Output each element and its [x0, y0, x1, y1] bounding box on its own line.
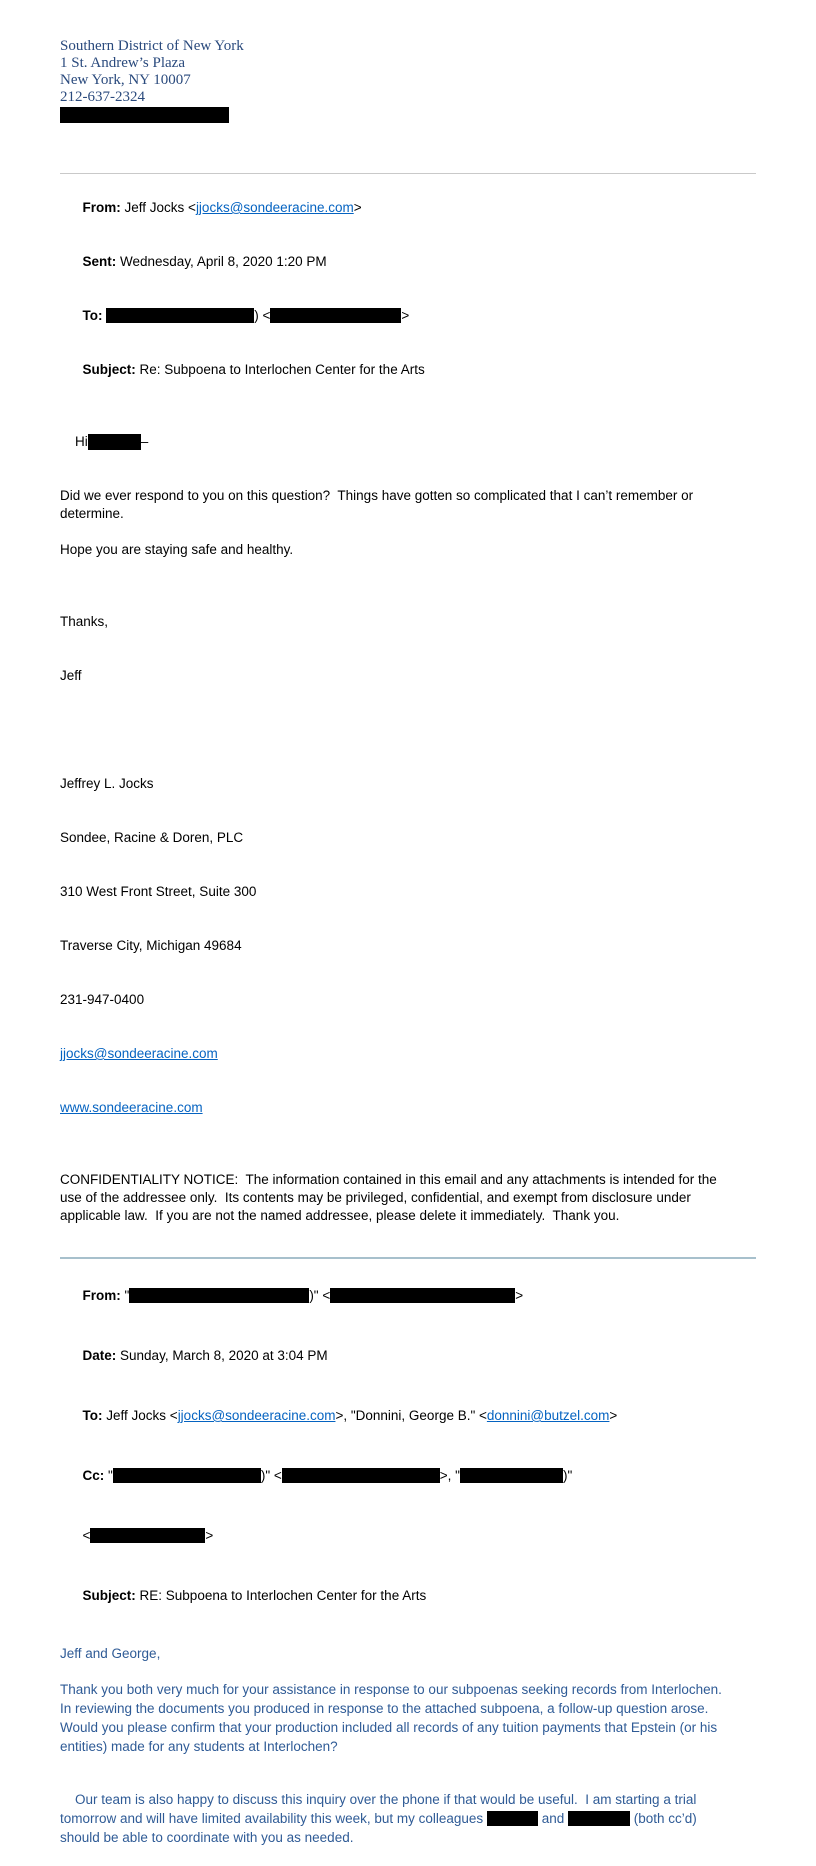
email1-sent-line [60, 235, 756, 289]
cc-mid1: )" < [260, 1468, 282, 1483]
from-quote: " [120, 1288, 130, 1303]
signature-email-link[interactable]: jjocks@sondeeracine.com [60, 1046, 218, 1061]
email2-cc-line-2 [60, 1506, 756, 1566]
cc-mid2: >, " [439, 1468, 460, 1483]
to-name1: Jeff Jocks < [102, 1408, 178, 1423]
email2-greeting: Jeff and George, [60, 1646, 161, 1661]
greeting-pre: Hi [75, 434, 88, 449]
signature-phone: 231-947-0400 [60, 992, 145, 1007]
subject-label: Subject: [82, 362, 136, 377]
divider [60, 173, 756, 174]
email1-paragraph-1: Did we ever respond to you on this question? Things have gotten so complicated that I can’t remember or determine. [60, 488, 697, 521]
email1-to-line [60, 289, 756, 343]
email2-date-line [60, 1326, 756, 1386]
redaction-bar [106, 308, 254, 323]
email2-paragraph-1: Thank you both very much for your assistance in response to our subpoenas seeking records from Interlochen. In reviewing the documents you produced in response to the attached subpoena, a follow-up question arose. Would you please confirm that your production included all records of any tuition payments that Epstein (or his entities) made for any students at Interlochen? [60, 1682, 730, 1754]
email1-paragraph-2: Hope you are staying safe and healthy. [60, 542, 294, 557]
closing-name: Jeff [60, 668, 82, 683]
redaction-bar [568, 1811, 630, 1826]
email2-paragraph-2 [60, 1771, 740, 1866]
from-email-link[interactable]: jjocks@sondeeracine.com [195, 200, 354, 215]
to-email-link-1[interactable]: jjocks@sondeeracine.com [177, 1408, 336, 1423]
email2-to-line [60, 1386, 756, 1446]
to-mid: >, "Donnini, George B." < [335, 1408, 487, 1423]
subject-value: Re: Subpoena to Interlochen Center for the Arts [135, 362, 425, 377]
signature-city: Traverse City, Michigan 49684 [60, 938, 242, 953]
subject-label: Subject: [82, 1588, 136, 1603]
from-close: > [515, 1288, 524, 1303]
confidentiality-notice: CONFIDENTIALITY NOTICE: The information contained in this email and any attachments is intended for the use of the addressee only. Its contents may be privileged, confidential, and exempt from disclosure under applicable law. If you are not the named addressee, please delete it immediately. Thank you. [60, 1172, 721, 1223]
to-email-link-2[interactable]: donnini@butzel.com [486, 1408, 610, 1423]
letterhead-line-org: Southern District of New York [60, 38, 244, 54]
sent-value: Wednesday, April 8, 2020 1:20 PM [116, 254, 327, 269]
para2-part1: Our team is also happy to discuss this inquiry over the phone if that would be useful. I am starting a trial tomorrow and will have limited availability this week, but my colleagues [60, 1792, 701, 1826]
signature-firm: Sondee, Racine & Doren, PLC [60, 830, 244, 845]
date-label: Date: [82, 1348, 117, 1363]
to-label: To: [82, 308, 103, 323]
from-label: From: [82, 200, 121, 215]
redaction-bar [270, 308, 401, 323]
email1-greeting [60, 415, 740, 469]
to-label: To: [82, 1408, 103, 1423]
redaction-bar [113, 1468, 261, 1483]
from-name: Jeff Jocks < [120, 200, 196, 215]
email2-from-line [60, 1266, 756, 1326]
email1-signature [60, 739, 740, 1153]
to-mid: ) < [254, 308, 271, 323]
redaction-bar [60, 107, 229, 123]
cc2-open: < [82, 1528, 91, 1543]
to-close: > [401, 308, 410, 323]
email1-from-line [60, 181, 756, 235]
subject-value: RE: Subpoena to Interlochen Center for the Arts [135, 1588, 427, 1603]
cc2-close: > [205, 1528, 214, 1543]
from-close: > [353, 200, 362, 215]
email1-subject-line [60, 343, 756, 397]
letterhead [60, 38, 756, 123]
redaction-bar [330, 1288, 515, 1303]
closing-thanks: Thanks, [60, 614, 109, 629]
letterhead-line-city: New York, NY 10007 [60, 72, 191, 88]
greeting-dash: – [140, 434, 149, 449]
redaction-bar [282, 1468, 440, 1483]
cc-quote: " [104, 1468, 113, 1483]
signature-web-link[interactable]: www.sondeeracine.com [60, 1100, 203, 1115]
email2-header [60, 1266, 756, 1626]
para2-mid: and [537, 1811, 568, 1826]
cc-label: Cc: [82, 1468, 105, 1483]
redaction-bar [460, 1468, 563, 1483]
letterhead-line-phone: 212-637-2324 [60, 89, 145, 105]
email1-closing [60, 577, 740, 721]
from-label: From: [82, 1288, 121, 1303]
redaction-bar [88, 434, 141, 450]
email1-header [60, 181, 756, 397]
cc-end: )" [562, 1468, 573, 1483]
letterhead-line-street: 1 St. Andrew’s Plaza [60, 55, 185, 71]
redaction-bar [487, 1811, 538, 1826]
signature-name: Jeffrey L. Jocks [60, 776, 154, 791]
to-close: > [609, 1408, 618, 1423]
redaction-bar [129, 1288, 309, 1303]
date-value: Sunday, March 8, 2020 at 3:04 PM [116, 1348, 328, 1363]
signature-street: 310 West Front Street, Suite 300 [60, 884, 257, 899]
para2-part2: (both cc’d) should be able to coordinate with you as needed. [60, 1811, 701, 1845]
email2-cc-line-1 [60, 1446, 756, 1506]
sent-label: Sent: [82, 254, 117, 269]
email2-subject-line [60, 1566, 756, 1626]
from-mid: )" < [309, 1288, 331, 1303]
redaction-bar [90, 1528, 205, 1543]
divider [60, 1257, 756, 1259]
